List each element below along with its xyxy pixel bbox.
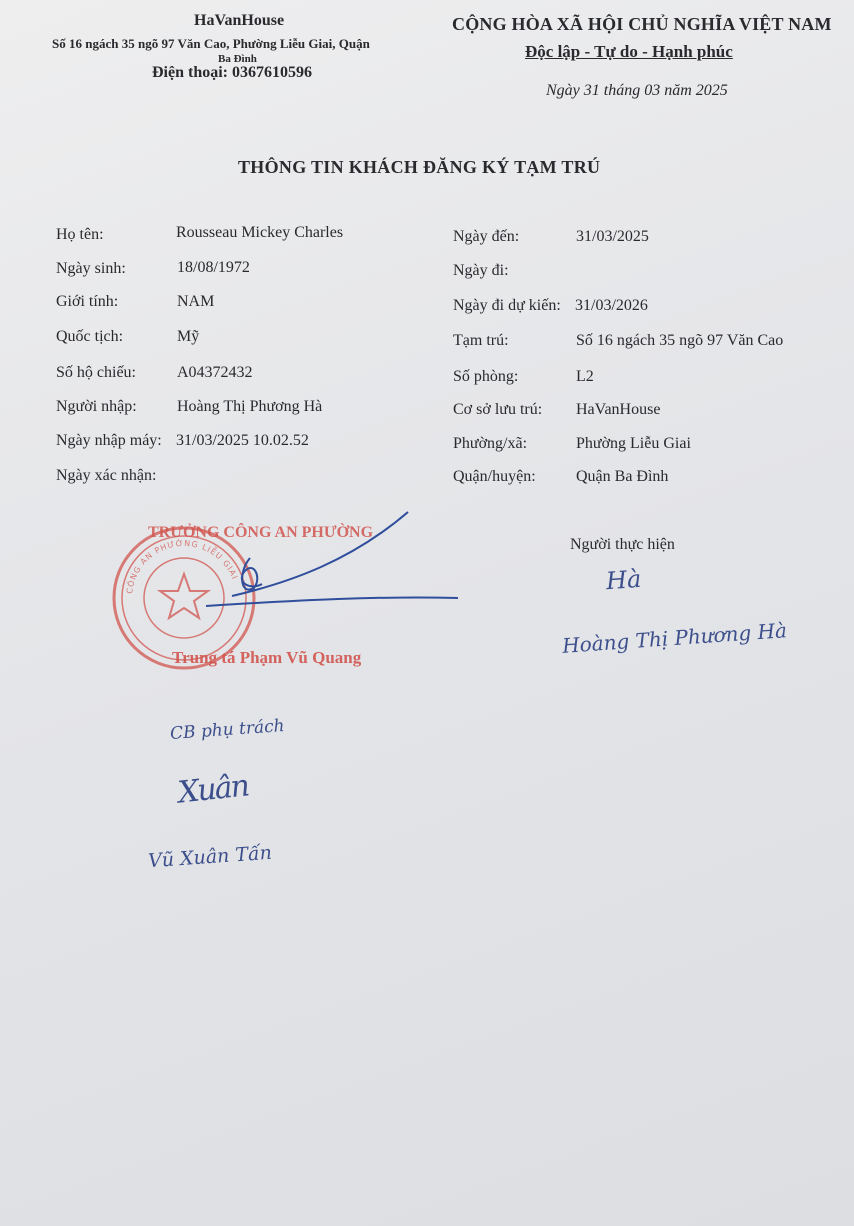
field-label-nationality: Quốc tịch: — [56, 328, 124, 345]
org-name: HaVanHouse — [194, 12, 285, 29]
org-address-continued: Ba Đình — [218, 53, 257, 65]
stamp-title: TRƯỞNG CÔNG AN PHƯỜNG — [148, 524, 374, 541]
field-label-district: Quận/huyện: — [453, 468, 536, 485]
field-value-ward: Phường Liễu Giai — [576, 435, 691, 452]
national-title: CỘNG HÒA XÃ HỘI CHỦ NGHĨA VIỆT NAM — [452, 14, 832, 34]
field-value-nationality: Mỹ — [177, 328, 200, 345]
document-date: Ngày 31 tháng 03 năm 2025 — [546, 82, 728, 99]
field-value-arrival: 31/03/2025 — [576, 228, 649, 245]
field-value-expected-departure: 31/03/2026 — [575, 297, 648, 314]
field-value-passport: A04372432 — [177, 364, 253, 381]
field-value-residence: Số 16 ngách 35 ngõ 97 Văn Cao — [576, 332, 784, 349]
field-label-accommodation: Cơ sở lưu trú: — [453, 401, 543, 418]
org-phone: Điện thoại: 0367610596 — [152, 64, 312, 81]
field-value-district: Quận Ba Đình — [576, 468, 669, 485]
official-seal — [114, 528, 254, 668]
field-value-dob: 18/08/1972 — [177, 259, 250, 276]
performer-label: Người thực hiện — [570, 536, 675, 553]
seal-star-icon — [160, 574, 208, 618]
field-label-room: Số phòng: — [453, 368, 519, 385]
field-value-accommodation: HaVanHouse — [576, 401, 661, 418]
field-label-expected-departure: Ngày đi dự kiến: — [453, 297, 561, 314]
seal-text: CÔNG AN PHƯỜNG LIỄU GIAI — [125, 538, 240, 595]
field-label-ward: Phường/xã: — [453, 435, 528, 452]
officer-in-charge-label: CB phụ trách — [169, 716, 286, 744]
field-label-confirm-date: Ngày xác nhận: — [56, 467, 157, 484]
field-label-dob: Ngày sinh: — [56, 260, 126, 277]
field-label-residence: Tạm trú: — [453, 332, 509, 349]
field-value-entered-by: Hoàng Thị Phương Hà — [177, 398, 323, 415]
field-label-entered-by: Người nhập: — [56, 398, 137, 415]
national-motto: Độc lập - Tự do - Hạnh phúc — [525, 42, 733, 61]
officer-in-charge-name: Vũ Xuân Tấn — [147, 841, 273, 873]
field-label-gender: Giới tính: — [56, 293, 119, 310]
field-value-entry-time: 31/03/2025 10.02.52 — [176, 432, 309, 449]
officer-in-charge-signature: Xuân — [176, 768, 250, 811]
field-value-room: L2 — [576, 368, 594, 385]
field-label-entry-time: Ngày nhập máy: — [56, 432, 162, 449]
field-label-arrival: Ngày đến: — [453, 228, 520, 245]
performer-handwritten-name: Hoàng Thị Phương Hà — [561, 618, 788, 658]
field-label-passport: Số hộ chiếu: — [56, 364, 136, 381]
field-label-departure: Ngày đi: — [453, 262, 509, 279]
field-value-full-name: Rousseau Mickey Charles — [176, 224, 344, 241]
field-value-gender: NAM — [177, 293, 215, 310]
field-label-full-name: Họ tên: — [56, 226, 104, 243]
police-officer-name: Trung tá Phạm Vũ Quang — [172, 648, 362, 667]
performer-signature: Hà — [605, 564, 643, 596]
document-title: THÔNG TIN KHÁCH ĐĂNG KÝ TẠM TRÚ — [238, 157, 601, 177]
org-address: Số 16 ngách 35 ngõ 97 Văn Cao, Phường Liễu Giai, Quận — [52, 36, 370, 51]
